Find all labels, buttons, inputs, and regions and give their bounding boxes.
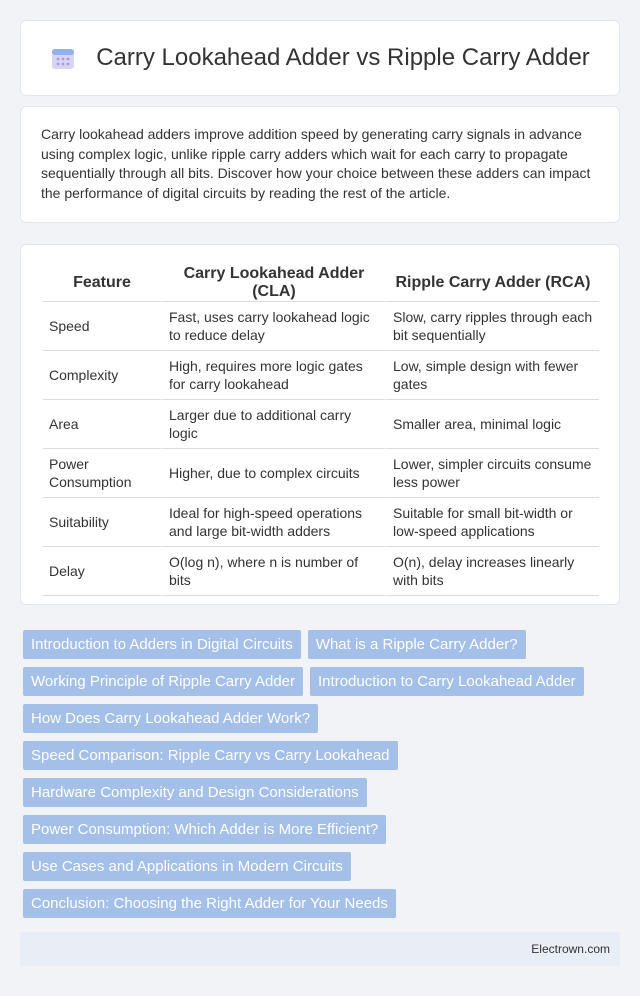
table-row [43, 400, 599, 449]
table-cell-feature: Delay [43, 547, 161, 596]
link-introduction-to-cla[interactable]: Introduction to Carry Lookahead Adder [310, 667, 584, 696]
table-row [43, 498, 599, 547]
table-cell-cla: O(log n), where n is number of bits [161, 547, 385, 596]
link-use-cases[interactable]: Use Cases and Applications in Modern Circuits [23, 852, 351, 881]
table-cell-rca: Lower, simpler circuits consume less power [385, 449, 599, 498]
table-cell-feature: Complexity [43, 351, 161, 400]
link-row [23, 667, 623, 696]
link-speed-comparison[interactable]: Speed Comparison: Ripple Carry vs Carry Lookahead [23, 741, 398, 770]
link-what-is-ripple-carry-adder[interactable]: What is a Ripple Carry Adder? [308, 630, 526, 659]
footer [20, 932, 620, 966]
table-header-row [43, 265, 599, 302]
table-cell-feature: Power Consumption [43, 449, 161, 498]
table-cell-rca: Suitable for small bit-width or low-speed applications [385, 498, 599, 547]
intro-card [20, 106, 620, 223]
footer-site-name: Electrown.com [531, 942, 610, 956]
link-conclusion[interactable]: Conclusion: Choosing the Right Adder for Your Needs [23, 889, 396, 918]
article-links [23, 630, 623, 926]
link-row [23, 630, 623, 659]
table-cell-rca: Low, simple design with fewer gates [385, 351, 599, 400]
table-header-feature: Feature [43, 265, 161, 302]
table-header-cla: Carry Lookahead Adder (CLA) [161, 265, 385, 302]
comparison-table-card [20, 244, 620, 605]
calendar-grid-icon [50, 45, 76, 71]
table-row [43, 449, 599, 498]
table-cell-rca: Slow, carry ripples through each bit sequentially [385, 302, 599, 351]
title-card [20, 20, 620, 96]
table-cell-cla: Larger due to additional carry logic [161, 400, 385, 449]
table-row [43, 351, 599, 400]
table-cell-rca: Smaller area, minimal logic [385, 400, 599, 449]
table-row [43, 302, 599, 351]
table-cell-feature: Speed [43, 302, 161, 351]
link-row [23, 741, 623, 770]
link-row [23, 704, 623, 733]
link-row [23, 852, 623, 881]
comparison-table [43, 265, 599, 596]
table-cell-feature: Area [43, 400, 161, 449]
link-hardware-complexity[interactable]: Hardware Complexity and Design Considerations [23, 778, 367, 807]
link-power-consumption[interactable]: Power Consumption: Which Adder is More Efficient? [23, 815, 386, 844]
table-cell-cla: Fast, uses carry lookahead logic to reduce delay [161, 302, 385, 351]
page-title: Carry Lookahead Adder vs Ripple Carry Adder [96, 44, 590, 71]
table-header-rca: Ripple Carry Adder (RCA) [385, 265, 599, 302]
table-cell-cla: Ideal for high-speed operations and large bit-width adders [161, 498, 385, 547]
link-row [23, 889, 623, 918]
link-row [23, 815, 623, 844]
table-cell-cla: High, requires more logic gates for carry lookahead [161, 351, 385, 400]
link-introduction-to-adders[interactable]: Introduction to Adders in Digital Circuits [23, 630, 301, 659]
table-cell-rca: O(n), delay increases linearly with bits [385, 547, 599, 596]
link-how-cla-works[interactable]: How Does Carry Lookahead Adder Work? [23, 704, 318, 733]
table-cell-feature: Suitability [43, 498, 161, 547]
table-row [43, 547, 599, 596]
table-cell-cla: Higher, due to complex circuits [161, 449, 385, 498]
link-row [23, 778, 623, 807]
intro-text: Carry lookahead adders improve addition speed by generating carry signals in advance using complex logic, unlike ripple carry adders which wait for each carry to propagate sequentially through all bits. Discover how your choice between these adders can impact the performance of digital circuits by reading the rest of the article. [41, 126, 591, 201]
link-working-principle-rca[interactable]: Working Principle of Ripple Carry Adder [23, 667, 303, 696]
